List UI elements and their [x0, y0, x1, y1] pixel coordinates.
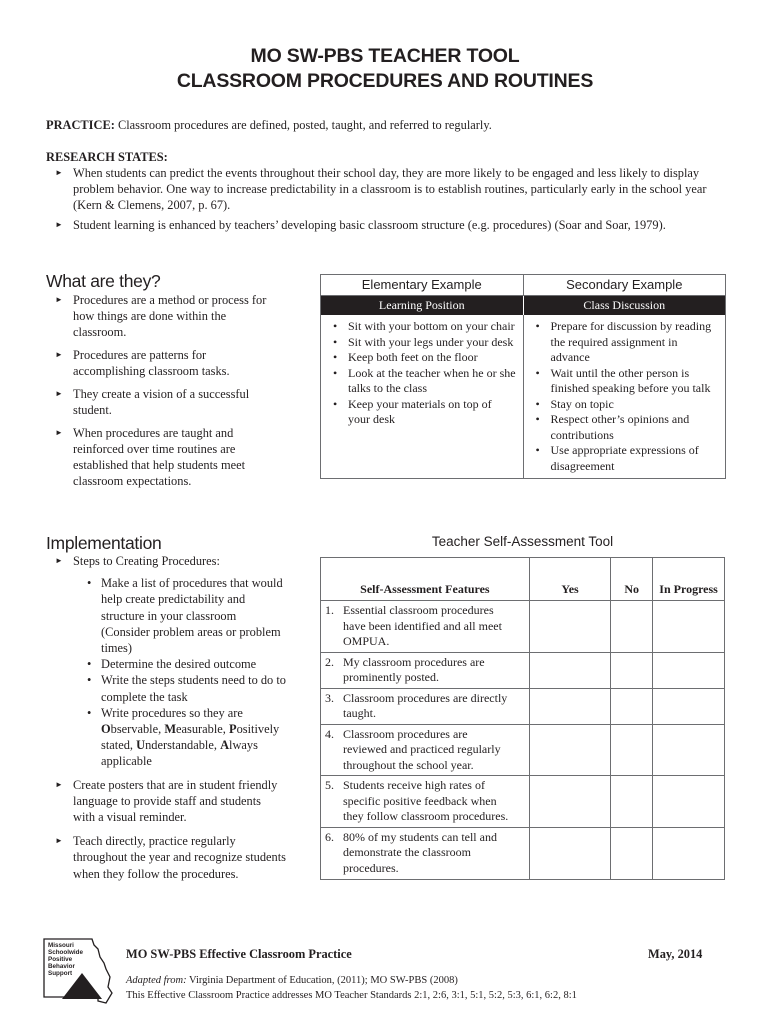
features-column-header: Self-Assessment Features: [321, 558, 530, 601]
in-progress-cell[interactable]: [653, 688, 725, 724]
triangle-bullet-icon: ►: [55, 220, 63, 229]
list-item: • Look at the teacher when he or she talks to the class: [333, 365, 516, 395]
triangle-bullet-icon: ►: [55, 836, 63, 846]
list-item: • Determine the desired outcome: [87, 657, 257, 672]
examples-header-row: [321, 275, 725, 296]
what-are-they-list: [46, 292, 276, 496]
in-progress-cell[interactable]: [653, 652, 725, 688]
no-cell[interactable]: [611, 652, 653, 688]
in-progress-cell[interactable]: [653, 601, 725, 653]
in-progress-cell[interactable]: [653, 827, 725, 879]
table-row: 4. Classroom procedures are reviewed and practiced regularly throughout the school year.: [321, 724, 725, 776]
triangle-bullet-icon: ►: [55, 350, 63, 359]
self-assessment-title: Teacher Self-Assessment Tool: [431, 534, 614, 549]
footer-date: May, 2014: [648, 947, 703, 961]
standards-note: This Effective Classroom Practice addresses MO Teacher Standards 2:1, 2:6, 3:1, 5:1, 5:2, 5:3, 6:1, 6:2, 8:1: [126, 990, 577, 1001]
list-item: • Wait until the other person is finished speaking before you talk: [535, 365, 711, 395]
page-title: [0, 44, 770, 94]
practice-statement: [46, 117, 736, 133]
no-cell[interactable]: [611, 827, 653, 879]
list-item: ► They create a vision of a successful student.: [55, 387, 250, 417]
triangle-bullet-icon: ►: [55, 295, 63, 304]
title-line-2: CLASSROOM PROCEDURES AND ROUTINES: [176, 70, 594, 92]
examples-subheader-row: [321, 296, 725, 315]
research-section: [46, 149, 736, 233]
implementation-heading: Implementation: [46, 533, 162, 553]
implementation-list: [46, 553, 286, 890]
adapted-text: Virginia Department of Education, (2011); MO SW-PBS (2008): [189, 975, 458, 986]
examples-body: [321, 315, 725, 478]
elementary-subheader: Learning Position: [321, 296, 524, 315]
list-item: • Make a list of procedures that would help create predictability and structure in your classroom (Consider problem areas or problem times): [87, 576, 283, 656]
research-label: RESEARCH STATES:: [46, 150, 168, 164]
logo-line: Behavior: [48, 963, 75, 970]
table-row: 6. 80% of my students can tell and demonstrate the classroom procedures.: [321, 827, 725, 879]
table-row: 5. Students receive high rates of specific positive feedback when they follow classroom procedures.: [321, 776, 725, 828]
no-cell[interactable]: [611, 601, 653, 653]
research-item: ► When students can predict the events throughout their school day, they are more likely to be engaged and less likely to display problem behavior. One way to increase predictability in a classroom is to establish routines, particularly early in the school year (Kern & Clemens, 2007, p. 67).: [55, 166, 707, 212]
list-item: • Sit with your bottom on your chair: [333, 319, 515, 333]
yes-column-header: Yes: [529, 558, 611, 601]
yes-cell[interactable]: [529, 776, 611, 828]
yes-cell[interactable]: [529, 652, 611, 688]
logo-line: Positive: [48, 956, 73, 963]
steps-sublist: [46, 575, 286, 769]
yes-cell[interactable]: [529, 688, 611, 724]
secondary-header: Secondary Example: [566, 277, 683, 292]
list-item: • Write the steps students need to do to complete the task: [87, 673, 286, 704]
triangle-bullet-icon: ►: [55, 428, 63, 437]
list-item: • Write procedures so they are Observable, Measurable, Positively stated, Understandable, Always applicable: [87, 705, 280, 769]
research-item: ► Student learning is enhanced by teachers’ developing basic classroom structure (e.g. procedures) (Soar and Soar, 1979).: [55, 218, 666, 232]
triangle-bullet-icon: ►: [55, 556, 63, 565]
in-progress-column-header: In Progress: [653, 558, 725, 601]
table-row: 2. My classroom procedures are prominently posted.: [321, 652, 725, 688]
list-item: • Stay on topic: [535, 396, 614, 411]
self-assessment-table: [320, 557, 725, 880]
yes-cell[interactable]: [529, 601, 611, 653]
list-item: • Keep both feet on the floor: [333, 350, 478, 364]
list-item: • Keep your materials on top of your desk: [333, 396, 492, 426]
list-item: ► Steps to Creating Procedures:: [55, 554, 220, 568]
no-cell[interactable]: [611, 724, 653, 776]
mo-swpbs-logo: [40, 937, 114, 1005]
table-row: 3. Classroom procedures are directly taught.: [321, 688, 725, 724]
list-item: ► When procedures are taught and reinforced over time routines are established that help students meet classroom expectations.: [55, 426, 246, 488]
list-item: • Respect other’s opinions and contributions: [535, 412, 690, 442]
no-cell[interactable]: [611, 688, 653, 724]
in-progress-cell[interactable]: [653, 724, 725, 776]
triangle-bullet-icon: ►: [55, 389, 63, 398]
logo-line: Schoolwide: [48, 949, 83, 956]
elementary-header: Elementary Example: [321, 275, 524, 295]
title-line-1: MO SW-PBS TEACHER TOOL: [250, 45, 520, 67]
in-progress-cell[interactable]: [653, 776, 725, 828]
adapted-label: Adapted from:: [126, 975, 187, 986]
triangle-bullet-icon: ►: [55, 779, 63, 789]
list-item: ► Teach directly, practice regularly throughout the year and recognize students when they follow the procedures.: [55, 834, 286, 881]
list-item: • Prepare for discussion by reading the required assignment in advance: [535, 319, 712, 364]
secondary-subheader: Class Discussion: [583, 298, 666, 312]
logo-line: Support: [48, 970, 73, 977]
list-item: • Sit with your legs under your desk: [333, 334, 514, 349]
footer-title: MO SW-PBS Effective Classroom Practice: [126, 947, 352, 961]
triangle-bullet-icon: ►: [55, 168, 63, 177]
list-item: ► Procedures are a method or process for how things are done within the classroom.: [55, 293, 267, 339]
table-header-row: [321, 558, 725, 601]
practice-text: Classroom procedures are defined, posted, taught, and referred to regularly.: [117, 118, 492, 132]
list-item: ► Procedures are patterns for accomplishing classroom tasks.: [55, 348, 230, 378]
yes-cell[interactable]: [529, 827, 611, 879]
table-row: 1. Essential classroom procedures have been identified and all meet OMPUA.: [321, 601, 725, 653]
what-are-they-heading: What are they?: [46, 271, 161, 291]
examples-table: [320, 274, 726, 479]
adapted-from: [126, 974, 458, 988]
yes-cell[interactable]: [529, 724, 611, 776]
practice-label: PRACTICE:: [46, 118, 115, 132]
list-item: • Use appropriate expressions of disagreement: [535, 443, 699, 473]
logo-line: Missouri: [48, 942, 74, 949]
elementary-list: [321, 315, 524, 478]
no-cell[interactable]: [611, 776, 653, 828]
no-column-header: No: [611, 558, 653, 601]
secondary-list: [524, 315, 726, 478]
list-item: ► Create posters that are in student friendly language to provide staff and students with a visual reminder.: [55, 777, 278, 825]
